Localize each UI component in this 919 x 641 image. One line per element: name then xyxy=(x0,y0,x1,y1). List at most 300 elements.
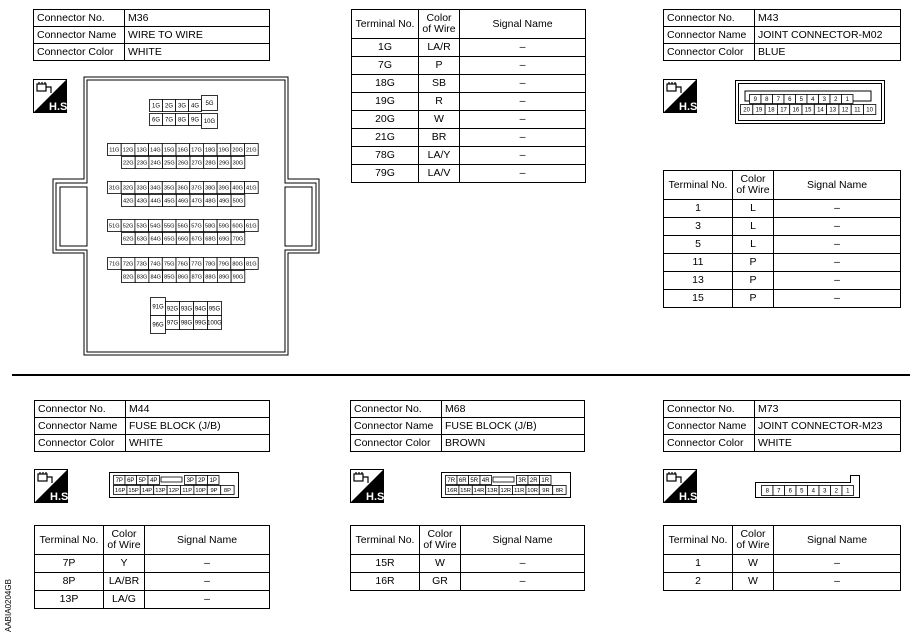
terminal-cell: 1G xyxy=(352,39,419,57)
wire-color-cell: Y xyxy=(104,555,145,573)
pin-cell xyxy=(217,271,231,283)
pin-cell xyxy=(777,105,789,115)
pin-label: 68G xyxy=(205,236,216,243)
pin-cell xyxy=(459,486,472,495)
terminal-cell: 3 xyxy=(664,218,733,236)
table-row xyxy=(664,200,901,218)
table-row xyxy=(352,93,586,111)
signal-name-cell: – xyxy=(774,236,901,254)
pin-label: 13G xyxy=(136,147,148,154)
pin-cell xyxy=(221,486,234,495)
pin-label: 1R xyxy=(541,478,550,485)
signal-name-cell: – xyxy=(460,147,586,165)
pin-label: 12G xyxy=(122,147,134,154)
pin-cell xyxy=(190,271,204,283)
pin-label: 21G xyxy=(246,147,257,154)
pin-label: 5R xyxy=(470,478,479,485)
pin-label: 1 xyxy=(846,488,850,495)
m73-info-table: Connector No. M73 Connector Name JOINT CONNECTOR-M23 Connector Color WHITE xyxy=(663,400,901,452)
pin-cell xyxy=(176,157,190,169)
pin-label: 72G xyxy=(122,261,134,268)
table-row xyxy=(664,573,901,591)
pin-cell xyxy=(194,486,207,495)
table-row xyxy=(352,75,586,93)
pin-cell xyxy=(150,100,163,112)
pin-label: 78G xyxy=(204,261,216,268)
pin-label: 54G xyxy=(150,223,161,230)
hs-icon xyxy=(34,469,72,508)
pin-cell xyxy=(176,233,190,245)
pin-label: 34G xyxy=(150,185,161,192)
pin-label: 53G xyxy=(136,223,148,230)
signal-name-cell: – xyxy=(460,57,586,75)
pin-label: 14R xyxy=(473,488,485,495)
pin-cell xyxy=(819,95,831,104)
m73-connector-face xyxy=(755,474,865,503)
pin-cell xyxy=(135,144,149,156)
pin-label: 50G xyxy=(232,198,244,205)
pin-cell xyxy=(149,182,163,194)
terminal-cell: 11 xyxy=(664,254,733,272)
pin-label: 88G xyxy=(205,274,216,281)
terminal-cell: 19G xyxy=(352,93,419,111)
table-row xyxy=(352,147,586,165)
pin-label: 8P xyxy=(223,488,231,495)
pin-label: 23G xyxy=(136,160,148,167)
pin-cell xyxy=(208,476,220,485)
pin-cell xyxy=(185,476,197,485)
pin-cell xyxy=(180,316,194,330)
table-row xyxy=(664,236,901,254)
pin-label: 24G xyxy=(150,160,162,167)
key-slot xyxy=(493,477,514,482)
pin-cell xyxy=(149,144,163,156)
pin-cell xyxy=(753,105,765,115)
pin-cell xyxy=(202,114,218,129)
pin-label: 60G xyxy=(232,223,243,230)
table-row xyxy=(664,555,901,573)
table-row xyxy=(352,129,586,147)
m44-terminal-table: Terminal No. Color of Wire Signal Name 7P Y – 8P LA/BR – 13P LA/G – xyxy=(34,525,270,609)
pin-cell xyxy=(114,486,127,495)
m36-info-table: Connector No. M36 Connector Name WIRE TO WIRE Connector Color WHITE xyxy=(33,9,270,61)
pin-cell xyxy=(121,144,135,156)
pin-cell xyxy=(149,258,163,270)
pin-label: 44G xyxy=(150,198,162,205)
pin-label: 17 xyxy=(780,107,787,114)
pin-label: 11R xyxy=(514,488,525,495)
pin-cell xyxy=(204,195,218,207)
pin-label: 7 xyxy=(777,488,781,495)
pin-label: 11 xyxy=(854,107,861,114)
pin-label: 15R xyxy=(460,488,471,495)
hs-icon xyxy=(663,79,701,118)
terminal-cell: 15R xyxy=(351,555,420,573)
signal-name-cell: – xyxy=(460,111,586,129)
pin-cell xyxy=(472,486,485,495)
pin-label: 48G xyxy=(205,198,216,205)
pin-label: 27G xyxy=(191,160,203,167)
pin-cell xyxy=(108,220,122,232)
pin-cell xyxy=(539,486,552,495)
wire-color-cell: P xyxy=(733,290,774,308)
pin-label: 30G xyxy=(232,160,244,167)
pin-label: 59G xyxy=(218,223,230,230)
pin-label: 16G xyxy=(177,147,189,154)
pin-cell xyxy=(446,476,458,485)
pin-label: 90G xyxy=(232,274,244,281)
m36-terminal-table: Terminal No. Color of Wire Signal Name 1G LA/R – 7G P – 18G SB – 19G R – 20G W – 21G BR – 78G LA/Y – 79G LA/V – xyxy=(351,9,586,183)
table-row xyxy=(351,573,585,591)
pin-label: 10P xyxy=(195,488,206,495)
m73-terminal-table: Terminal No. Color of Wire Signal Name 1 W – 2 W – xyxy=(663,525,901,591)
pin-label: 39G xyxy=(218,185,230,192)
pin-label: 100G xyxy=(207,320,222,327)
pin-label: 89G xyxy=(218,274,230,281)
pin-cell xyxy=(231,233,245,245)
pin-label: 4 xyxy=(811,488,815,495)
pin-cell xyxy=(207,316,222,330)
pin-label: 46G xyxy=(177,198,189,205)
terminal-cell: 13 xyxy=(664,272,733,290)
pin-cell xyxy=(154,486,167,495)
svg-text:H.S.: H.S. xyxy=(49,101,71,113)
pin-label: 6R xyxy=(458,478,467,485)
pin-cell xyxy=(122,157,136,169)
terminal-cell: 1 xyxy=(664,555,733,573)
signal-name-cell: – xyxy=(145,555,270,573)
pin-label: 28G xyxy=(205,160,216,167)
table-row xyxy=(664,218,901,236)
pin-label: 7G xyxy=(164,117,174,124)
pin-label: 13R xyxy=(487,488,498,495)
terminal-cell: 7G xyxy=(352,57,419,75)
pin-label: 12P xyxy=(168,488,179,495)
pin-cell xyxy=(245,258,259,270)
table-row xyxy=(352,39,586,57)
pin-label: 3 xyxy=(823,488,827,495)
terminal-cell: 8P xyxy=(35,573,104,591)
pin-label: 29G xyxy=(218,160,230,167)
pin-label: 36G xyxy=(177,185,189,192)
wire-color-cell: L xyxy=(733,200,774,218)
pin-label: 65G xyxy=(164,236,175,243)
pin-cell xyxy=(190,182,204,194)
section-divider xyxy=(12,374,910,376)
pin-cell xyxy=(819,486,831,496)
figure-id: AABIA0204GB xyxy=(4,579,13,632)
pin-cell xyxy=(176,220,190,232)
pin-cell xyxy=(231,182,245,194)
pin-cell xyxy=(151,298,166,316)
wire-color-cell: LA/Y xyxy=(419,147,460,165)
pin-cell xyxy=(814,105,826,115)
signal-name-cell: – xyxy=(460,75,586,93)
terminal-cell: 7P xyxy=(35,555,104,573)
pin-cell xyxy=(163,157,177,169)
pin-label: 3P xyxy=(186,478,194,485)
pin-label: 12 xyxy=(841,107,849,114)
pin-cell xyxy=(135,157,149,169)
pin-cell xyxy=(194,302,208,316)
wire-color-cell: W xyxy=(419,111,460,129)
pin-label: 83G xyxy=(136,274,148,281)
pin-label: 9G xyxy=(190,117,200,124)
pin-cell xyxy=(528,476,540,485)
wire-color-cell: LA/R xyxy=(419,39,460,57)
pin-cell xyxy=(121,258,135,270)
pin-label: 64G xyxy=(150,236,162,243)
pin-label: 10G xyxy=(203,119,216,126)
terminal-cell: 20G xyxy=(352,111,419,129)
pin-cell xyxy=(808,486,820,496)
pin-cell xyxy=(796,486,808,496)
terminal-cell: 1 xyxy=(664,200,733,218)
pin-cell xyxy=(486,486,499,495)
pin-label: 85G xyxy=(164,274,175,281)
pin-cell xyxy=(517,476,529,485)
terminal-cell: 16R xyxy=(351,573,420,591)
wire-color-cell: P xyxy=(733,272,774,290)
pin-cell xyxy=(204,233,218,245)
pin-cell xyxy=(181,486,194,495)
pin-label: 5P xyxy=(138,478,146,485)
pin-label: 11G xyxy=(109,147,120,154)
pin-label: 5G xyxy=(205,101,214,108)
pin-cell xyxy=(231,271,245,283)
pin-cell xyxy=(513,486,526,495)
pin-cell xyxy=(499,486,512,495)
pin-label: 66G xyxy=(177,236,189,243)
pin-cell xyxy=(231,195,245,207)
pin-cell xyxy=(839,105,851,115)
signal-name-cell: – xyxy=(774,290,901,308)
pin-label: 57G xyxy=(191,223,202,230)
pin-cell xyxy=(122,271,136,283)
pin-cell xyxy=(245,220,259,232)
pin-cell xyxy=(127,486,140,495)
pin-cell xyxy=(831,486,843,496)
pin-cell xyxy=(137,476,149,485)
pin-label: 8 xyxy=(765,97,769,104)
pin-label: 13 xyxy=(829,107,837,114)
hs-icon xyxy=(663,469,701,508)
pin-label: 22G xyxy=(123,160,134,167)
signal-name-cell: – xyxy=(774,555,901,573)
wire-color-cell: SB xyxy=(419,75,460,93)
pin-cell xyxy=(765,105,777,115)
table-row xyxy=(35,555,270,573)
pin-cell xyxy=(526,486,539,495)
pin-label: 4G xyxy=(190,103,200,110)
signal-name-cell: – xyxy=(774,272,901,290)
pin-label: 95G xyxy=(208,306,221,313)
wire-color-cell: BR xyxy=(419,129,460,147)
table-row xyxy=(352,111,586,129)
pin-cell xyxy=(790,105,802,115)
terminal-cell: 2 xyxy=(664,573,733,591)
wire-color-cell: LA/BR xyxy=(104,573,145,591)
pin-cell xyxy=(190,195,204,207)
pin-label: 6 xyxy=(788,97,792,104)
pin-cell xyxy=(741,105,753,115)
pin-label: 14G xyxy=(150,147,161,154)
pin-cell xyxy=(194,316,208,330)
pin-label: 96G xyxy=(152,322,164,329)
pin-label: 2 xyxy=(834,97,838,104)
m68-connector-face xyxy=(441,472,571,503)
pin-cell xyxy=(773,95,785,104)
svg-text:H.S.: H.S. xyxy=(679,491,701,503)
pin-cell xyxy=(151,316,166,334)
table-row xyxy=(664,272,901,290)
pin-cell xyxy=(217,144,231,156)
pin-cell xyxy=(166,316,180,330)
signal-name-cell: – xyxy=(460,39,586,57)
pin-cell xyxy=(802,105,814,115)
pin-label: 1G xyxy=(151,103,161,110)
pin-cell xyxy=(176,271,190,283)
wire-color-cell: P xyxy=(733,254,774,272)
pin-cell xyxy=(140,486,153,495)
wire-color-cell: L xyxy=(733,218,774,236)
pin-cell xyxy=(149,157,163,169)
pin-label: 42G xyxy=(123,198,134,205)
pin-cell xyxy=(842,486,854,496)
pin-label: 73G xyxy=(136,261,148,268)
pin-cell xyxy=(122,233,136,245)
pin-cell xyxy=(231,258,245,270)
signal-name-cell: – xyxy=(460,165,586,183)
svg-text:H.S.: H.S. xyxy=(50,491,72,503)
pin-label: 13P xyxy=(155,488,166,495)
m43-info-table: Connector No. M43 Connector Name JOINT CONNECTOR-M02 Connector Color BLUE xyxy=(663,9,901,61)
pin-label: 61G xyxy=(246,223,257,230)
pin-label: 18G xyxy=(204,147,216,154)
terminal-cell: 78G xyxy=(352,147,419,165)
pin-label: 47G xyxy=(191,198,203,205)
pin-label: 3G xyxy=(177,103,187,110)
pin-label: 56G xyxy=(177,223,189,230)
pin-cell xyxy=(207,486,220,495)
pin-label: 69G xyxy=(218,236,230,243)
pin-cell xyxy=(203,258,217,270)
pin-cell xyxy=(807,95,819,104)
pin-label: 11P xyxy=(182,488,193,495)
pin-cell xyxy=(163,195,177,207)
pin-label: 71G xyxy=(109,261,120,268)
pin-cell xyxy=(135,271,149,283)
pin-cell xyxy=(217,157,231,169)
pin-label: 77G xyxy=(191,261,202,268)
pin-cell xyxy=(135,233,149,245)
pin-label: 18 xyxy=(767,107,775,114)
pin-cell xyxy=(148,476,160,485)
pin-cell xyxy=(457,476,469,485)
terminal-cell: 15 xyxy=(664,290,733,308)
pin-label: 41G xyxy=(246,185,257,192)
pin-cell xyxy=(135,258,149,270)
pin-label: 6 xyxy=(788,488,792,495)
pin-cell xyxy=(540,476,552,485)
pin-cell xyxy=(851,105,863,115)
wire-color-cell: P xyxy=(419,57,460,75)
pin-cell xyxy=(245,144,259,156)
pin-cell xyxy=(149,195,163,207)
pin-label: 2R xyxy=(529,478,538,485)
pin-cell xyxy=(203,182,217,194)
pin-cell xyxy=(217,233,231,245)
wire-color-cell: GR xyxy=(420,573,461,591)
pin-cell xyxy=(166,302,180,316)
pin-label: 52G xyxy=(122,223,134,230)
pin-cell xyxy=(204,157,218,169)
pin-cell xyxy=(162,144,176,156)
pin-cell xyxy=(122,195,136,207)
table-row xyxy=(35,573,270,591)
pin-cell xyxy=(176,182,190,194)
wire-color-cell: LA/V xyxy=(419,165,460,183)
pin-label: 86G xyxy=(177,274,189,281)
pin-cell xyxy=(196,476,208,485)
m68-info-table: Connector No. M68 Connector Name FUSE BLOCK (J/B) Connector Color BROWN xyxy=(350,400,585,452)
pin-cell xyxy=(796,95,808,104)
pin-label: 55G xyxy=(163,223,175,230)
pin-cell xyxy=(217,182,231,194)
pin-cell xyxy=(773,486,785,496)
pin-cell xyxy=(135,195,149,207)
pin-label: 17G xyxy=(191,147,202,154)
pin-label: 4P xyxy=(150,478,158,485)
pin-label: 3R xyxy=(518,478,527,485)
m36-connector-face xyxy=(51,75,321,362)
pin-cell xyxy=(163,100,176,112)
wire-color-cell: L xyxy=(733,236,774,254)
pin-label: 8R xyxy=(555,488,564,495)
m43-terminal-table: Terminal No. Color of Wire Signal Name 1 L – 3 L – 5 L – 11 P – 13 P – 15 P – xyxy=(663,170,901,308)
pin-cell xyxy=(208,302,222,316)
pin-cell xyxy=(114,476,126,485)
svg-text:H.S.: H.S. xyxy=(366,491,388,503)
pin-label: 87G xyxy=(191,274,203,281)
pin-label: 19 xyxy=(755,107,763,114)
pin-cell xyxy=(761,95,773,104)
signal-name-cell: – xyxy=(774,573,901,591)
pin-label: 32G xyxy=(122,185,134,192)
terminal-cell: 13P xyxy=(35,591,104,609)
pin-label: 58G xyxy=(204,223,216,230)
terminal-cell: 5 xyxy=(664,236,733,254)
terminal-cell: 79G xyxy=(352,165,419,183)
m43-connector-face xyxy=(735,80,885,129)
table-row xyxy=(664,254,901,272)
pin-cell xyxy=(176,195,190,207)
table-row xyxy=(352,57,586,75)
pin-label: 20 xyxy=(743,107,750,114)
pin-cell xyxy=(149,271,163,283)
pin-cell xyxy=(121,182,135,194)
pin-cell xyxy=(190,233,204,245)
signal-name-cell: – xyxy=(774,218,901,236)
table-row xyxy=(352,165,586,183)
hs-icon xyxy=(350,469,388,508)
table-row xyxy=(664,290,901,308)
pin-label: 15G xyxy=(163,147,175,154)
pin-label: 7P xyxy=(115,478,123,485)
pin-label: 25G xyxy=(164,160,175,167)
wire-color-cell: R xyxy=(419,93,460,111)
pin-cell xyxy=(446,486,459,495)
